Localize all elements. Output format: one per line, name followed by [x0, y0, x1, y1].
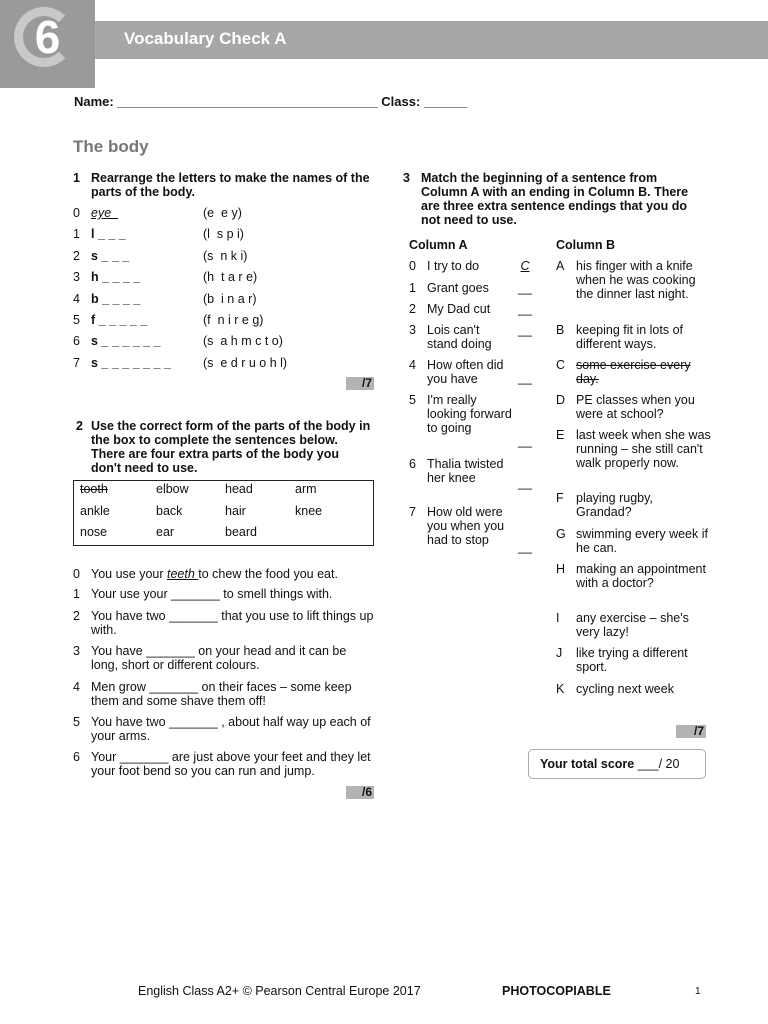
class-field[interactable]: ______ — [423, 94, 468, 109]
sentence-blank[interactable]: _______ — [119, 750, 169, 764]
match-answer[interactable]: __ — [518, 323, 532, 337]
sentence-blank[interactable]: _______ — [169, 609, 218, 623]
q2-instruction: Use the correct form of the parts of the body in the box to complete the sentences below. There are four extra parts of the body you don't need to use. — [91, 419, 371, 475]
sentence-text: You have two _______ that you use to lift things up with. — [91, 609, 374, 637]
item-number: 3 — [73, 270, 80, 285]
match-answer[interactable]: C — [520, 259, 530, 273]
box-word: knee — [295, 503, 323, 518]
match-answer[interactable]: __ — [518, 434, 532, 448]
item-letter: K — [556, 682, 565, 696]
q1-item — [73, 227, 373, 241]
item-letter: B — [556, 323, 565, 337]
jumbled-letters: (s a h m c t o) — [203, 334, 283, 349]
column-b-title: Column B — [556, 238, 616, 252]
footer-page-number: 1 — [695, 986, 701, 997]
answer-word[interactable]: b _ _ _ _ — [91, 291, 141, 306]
match-answer[interactable]: __ — [518, 302, 532, 316]
q1-item — [73, 313, 373, 327]
q1-item — [73, 249, 373, 263]
jumbled-letters: (h t a r e) — [203, 270, 258, 285]
box-word: tooth — [80, 482, 108, 496]
item-letter: A — [556, 259, 565, 273]
sentence-number: 3 — [73, 644, 80, 658]
sentence-number: 2 — [73, 609, 80, 623]
answer-word[interactable]: f _ _ _ _ _ — [91, 313, 148, 327]
box-word: ear — [156, 525, 175, 539]
item-number: 5 — [409, 393, 416, 407]
sentence-text: Your _______ are just above your feet and they let your foot bend so you can run and jump. — [91, 750, 371, 778]
q1-number: 1 — [73, 171, 80, 185]
q1-item — [73, 270, 373, 284]
q1-heading — [73, 171, 373, 201]
jumbled-letters: (e e y) — [203, 206, 242, 220]
sentence-number: 6 — [73, 750, 80, 764]
answer-word[interactable]: h _ _ _ _ — [91, 270, 141, 285]
footer-photocopiable: PHOTOCOPIABLE — [502, 984, 611, 998]
sentence-number: 4 — [73, 680, 80, 694]
item-number: 4 — [409, 358, 416, 372]
q2-heading — [73, 419, 373, 477]
item-text: How old were you when you had to stop — [427, 505, 505, 547]
page-title: Vocabulary Check A — [124, 29, 287, 48]
q1-item — [73, 356, 373, 370]
box-word: head — [225, 482, 253, 496]
sentence-text: You have two _______ , about half way up each of your arms. — [91, 715, 371, 743]
q1-item — [73, 292, 373, 306]
jumbled-letters: (s e d r u o h l) — [203, 355, 288, 370]
item-number: 5 — [73, 313, 80, 327]
item-text: PE classes when you were at school? — [576, 393, 695, 421]
item-text: My Dad cut — [427, 302, 491, 316]
total-score-value: ___/ 20 — [637, 757, 680, 771]
answer-word[interactable]: l _ _ _ — [91, 227, 126, 242]
item-text: some exercise every day. — [576, 358, 691, 386]
q3-instruction: Match the beginning of a sentence from Column A with an ending in Column B. There are three extra sentence endings that you do not need to use. — [421, 171, 689, 227]
sentence-text: You use your teeth to chew the food you eat. — [91, 567, 338, 581]
sentence-number: 1 — [73, 587, 80, 601]
item-number: 0 — [73, 206, 80, 220]
sentence-blank[interactable]: _______ — [149, 680, 199, 694]
name-field[interactable]: ____________________________________ — [117, 94, 378, 109]
item-letter: F — [556, 491, 564, 505]
item-text: playing rugby, Grandad? — [576, 491, 653, 519]
q2-number: 2 — [76, 419, 83, 433]
item-number: 7 — [73, 355, 80, 370]
box-word: hair — [225, 503, 246, 518]
sentence-number: 5 — [73, 715, 80, 729]
word-box — [73, 480, 374, 546]
item-letter: J — [556, 646, 563, 660]
sentence-number: 0 — [73, 567, 80, 581]
item-number: 2 — [409, 302, 416, 316]
total-score-label: Your total score — [540, 757, 635, 771]
box-word: back — [156, 503, 183, 518]
q1-item — [73, 334, 373, 348]
example-answer: eye — [91, 206, 119, 220]
box-word: arm — [295, 482, 317, 496]
item-letter: I — [556, 611, 560, 625]
class-label: Class: — [381, 94, 421, 109]
column-a-title: Column A — [409, 238, 468, 252]
box-word: beard — [225, 525, 257, 539]
item-text: Thalia twisted her knee — [427, 457, 504, 485]
footer-copyright: English Class A2+ © Pearson Central Europe 2017 — [138, 984, 421, 998]
answer-word[interactable]: s _ _ _ — [91, 248, 130, 263]
item-text: swimming every week if he can. — [576, 527, 708, 555]
item-text: How often did you have — [427, 358, 504, 386]
match-answer[interactable]: __ — [518, 540, 532, 554]
item-text: Lois can't stand doing — [427, 323, 492, 351]
item-number: 6 — [409, 457, 416, 471]
answer-word[interactable]: s _ _ _ _ _ _ — [91, 334, 161, 349]
item-text: any exercise – she's very lazy! — [576, 611, 689, 639]
item-letter: E — [556, 428, 565, 442]
q3-score: /7 — [676, 725, 706, 738]
item-number: 3 — [409, 323, 416, 337]
name-class-line — [74, 94, 467, 109]
sentence-blank[interactable]: _______ — [171, 587, 220, 601]
item-text: keeping fit in lots of different ways. — [576, 323, 684, 351]
sentence-text: You have _______ on your head and it can be long, short or different colours. — [91, 644, 347, 672]
name-label: Name: — [74, 94, 114, 109]
sentence-text: Your use your _______ to smell things with. — [91, 587, 333, 601]
sentence-blank[interactable]: _______ — [169, 715, 218, 729]
q3-number: 3 — [403, 171, 410, 185]
jumbled-letters: (b i n a r) — [203, 291, 257, 306]
box-word: nose — [80, 525, 108, 539]
item-text: I'm really looking forward to going — [427, 393, 512, 435]
match-answer[interactable]: __ — [518, 371, 532, 385]
sentence-blank[interactable]: _______ — [146, 644, 195, 658]
unit-number: 6 — [34, 11, 61, 63]
item-text: his finger with a knife when he was cooking the dinner last night. — [576, 259, 696, 301]
item-number: 0 — [409, 259, 416, 273]
sentence-blank[interactable]: teeth — [166, 567, 199, 581]
jumbled-letters: (l s p i) — [203, 227, 244, 242]
item-number: 1 — [409, 281, 416, 295]
item-text: I try to do — [427, 259, 480, 273]
item-text: making an appointment with a doctor? — [576, 562, 706, 590]
q1-score: /7 — [346, 377, 374, 390]
section-title: The body — [73, 137, 149, 156]
jumbled-letters: (f n i r e g) — [203, 313, 264, 327]
item-text: last week when she was running – she still can't walk properly now. — [576, 428, 711, 470]
item-number: 7 — [409, 505, 416, 519]
item-letter: C — [556, 358, 566, 372]
sentence-text: Men grow _______ on their faces – some keep them and some shave them off! — [91, 680, 352, 708]
box-word: elbow — [156, 482, 189, 496]
match-answer[interactable]: __ — [518, 476, 532, 490]
q3-heading — [403, 171, 703, 229]
jumbled-letters: (s n k i) — [203, 248, 248, 263]
item-text: like trying a different sport. — [576, 646, 688, 674]
item-letter: G — [556, 527, 566, 541]
q1-instruction: Rearrange the letters to make the names of the parts of the body. — [91, 171, 370, 199]
item-number: 6 — [73, 334, 80, 349]
item-number: 2 — [73, 248, 80, 263]
item-number: 1 — [73, 227, 80, 242]
answer-word[interactable] — [91, 206, 118, 220]
answer-word[interactable]: s _ _ _ _ _ _ _ — [91, 355, 171, 370]
total-score-box — [528, 749, 706, 779]
q1-item — [73, 206, 373, 220]
item-letter: D — [556, 393, 566, 407]
match-answer[interactable]: __ — [518, 281, 532, 295]
item-number: 4 — [73, 291, 80, 306]
header-band — [0, 21, 768, 59]
item-text: Grant goes — [427, 281, 489, 295]
box-word: ankle — [80, 503, 110, 518]
item-text: cycling next week — [576, 682, 674, 696]
q2-score: /6 — [346, 786, 374, 799]
item-letter: H — [556, 562, 566, 576]
